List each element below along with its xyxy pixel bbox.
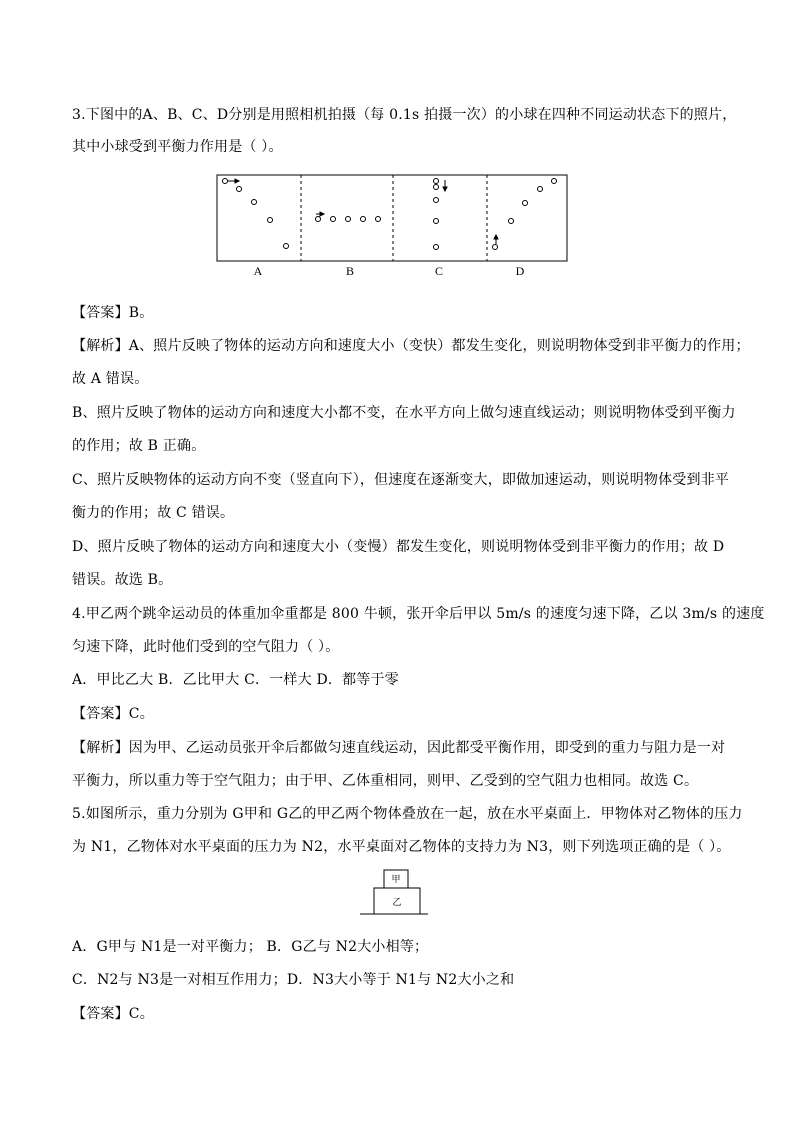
block-jia-label: 甲 (391, 875, 401, 885)
arrow-c-down-icon (443, 180, 447, 191)
label-a: A (253, 264, 263, 278)
q3-analysis-line2: 故 A 错误。 (72, 371, 149, 387)
label-d: D (515, 264, 525, 278)
q4-answer: 【答案】C。 (72, 706, 154, 722)
ball-c4 (434, 219, 439, 224)
q3-analysis-line7: D、照片反映了物体的运动方向和速度大小（变慢）都发生变化，则说明物体受到非平衡力的作用；故 D (72, 539, 725, 555)
arrow-a-right-icon (228, 179, 239, 183)
q3-motion-photo-figure (216, 174, 568, 278)
ball-b4 (361, 217, 366, 222)
q3-analysis-line4: 的作用；故 B 正确。 (72, 438, 206, 454)
q5-options-cd: C．N2与 N3是一对相互作用力；D．N3大小等于 N1与 N2大小之和 (72, 972, 515, 988)
ball-a4 (268, 218, 273, 223)
arrow-d-up-icon (494, 235, 498, 244)
q4-options: A．甲比乙大 B．乙比甲大 C．一样大 D．都等于零 (72, 672, 399, 688)
ball-c5 (434, 245, 439, 250)
q3-stem-line2: 其中小球受到平衡力作用是（ ）。 (72, 139, 283, 155)
ball-b3 (346, 217, 351, 222)
q4-stem-line2: 匀速下降，此时他们受到的空气阻力（ ）。 (72, 639, 340, 655)
label-b: B (345, 264, 355, 278)
q5-options-ab: A．G甲与 N1是一对平衡力； B．G乙与 N2大小相等； (72, 939, 429, 955)
ball-b2 (331, 217, 336, 222)
ball-d4 (538, 187, 543, 192)
ball-d5 (552, 179, 557, 184)
q5-stacked-blocks-figure (360, 866, 428, 918)
arrow-b-right-icon (316, 212, 324, 216)
q3-analysis-line1: 【解析】A、照片反映了物体的运动方向和速度大小（变快）都发生变化，则说明物体受到非平衡力的作用； (72, 338, 750, 354)
ball-b5 (376, 217, 381, 222)
ball-a2 (237, 187, 242, 192)
ball-d3 (523, 201, 528, 206)
label-c: C (434, 264, 444, 278)
q5-stem-line2: 为 N1，乙物体对水平桌面的压力为 N2，水平桌面对乙物体的支持力为 N3，则下列选项正确的是（ ）。 (72, 839, 731, 855)
ball-a5 (284, 244, 289, 249)
q3-analysis-line8: 错误。故选 B。 (72, 572, 173, 588)
q4-analysis-line2: 平衡力，所以重力等于空气阻力；由于甲、乙体重相同，则甲、乙受到的空气阻力也相同。故选 C。 (72, 773, 699, 789)
q3-analysis-line6: 衡力的作用；故 C 错误。 (72, 505, 235, 521)
q3-analysis-line3: B、照片反映了物体的运动方向和速度大小都不变，在水平方向上做匀速直线运动；则说明物体受到平衡力 (72, 405, 736, 421)
ball-a1 (223, 179, 228, 184)
ball-c2 (434, 185, 439, 190)
ball-d2 (509, 219, 514, 224)
ball-a3 (252, 200, 257, 205)
q4-stem-line1: 4.甲乙两个跳伞运动员的体重加伞重都是 800 牛顿，张开伞后甲以 5m/s 的速度匀速下降，乙以 3m/s 的速度 (72, 606, 765, 622)
ball-b1 (316, 217, 321, 222)
q4-analysis-line1: 【解析】因为甲、乙运动员张开伞后都做匀速直线运动，因此都受平衡作用，即受到的重力与阻力是一对 (72, 740, 726, 756)
ball-c1 (434, 179, 439, 184)
ball-c3 (434, 198, 439, 203)
q5-stem-line1: 5.如图所示，重力分别为 G甲和 G乙的甲乙两个物体叠放在一起，放在水平桌面上．甲物体对乙物体的压力 (72, 806, 743, 822)
q3-analysis-line5: C、照片反映物体的运动方向不变（竖直向下），但速度在逐渐变大，即做加速运动，则说明物体受到非平 (72, 472, 730, 488)
q3-stem-line1: 3.下图中的A、B、C、D分别是用照相机拍摄（每 0.1s 拍摄一次）的小球在四种不同运动状态下的照片， (72, 107, 737, 123)
q5-answer: 【答案】C。 (72, 1006, 154, 1022)
q3-answer: 【答案】B。 (72, 305, 154, 321)
ball-d1 (493, 245, 498, 250)
block-yi-label: 乙 (392, 898, 402, 908)
